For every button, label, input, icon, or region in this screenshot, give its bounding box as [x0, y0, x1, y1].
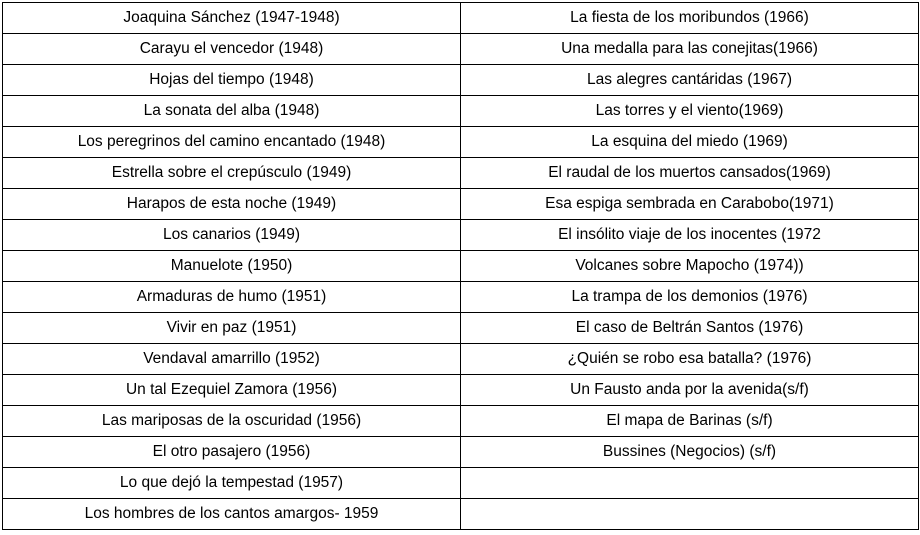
table-cell-left: Los hombres de los cantos amargos- 1959 — [3, 499, 461, 530]
table-cell-left: Manuelote (1950) — [3, 251, 461, 282]
table-row — [3, 127, 919, 158]
table-cell-left: El otro pasajero (1956) — [3, 437, 461, 468]
table-cell-right: El insólito viaje de los inocentes (1972 — [461, 220, 919, 251]
table-cell-left: Lo que dejó la tempestad (1957) — [3, 468, 461, 499]
table-row — [3, 282, 919, 313]
table-cell-left: Armaduras de humo (1951) — [3, 282, 461, 313]
table-cell-left: Las mariposas de la oscuridad (1956) — [3, 406, 461, 437]
table-cell-left: Los peregrinos del camino encantado (1948) — [3, 127, 461, 158]
table-cell-left: La sonata del alba (1948) — [3, 96, 461, 127]
table-cell-left: Un tal Ezequiel Zamora (1956) — [3, 375, 461, 406]
table-cell-left: Los canarios (1949) — [3, 220, 461, 251]
table-row — [3, 406, 919, 437]
table-row — [3, 251, 919, 282]
table-cell-left: Harapos de esta noche (1949) — [3, 189, 461, 220]
table-cell-right: La fiesta de los moribundos (1966) — [461, 3, 919, 34]
works-table-body — [3, 3, 919, 530]
table-cell-right: Las torres y el viento(1969) — [461, 96, 919, 127]
table-row — [3, 3, 919, 34]
table-cell-right — [461, 499, 919, 530]
table-cell-right: La esquina del miedo (1969) — [461, 127, 919, 158]
table-row — [3, 499, 919, 530]
table-row — [3, 220, 919, 251]
table-cell-right: Un Fausto anda por la avenida(s/f) — [461, 375, 919, 406]
table-cell-right — [461, 468, 919, 499]
table-cell-right: Volcanes sobre Mapocho (1974)) — [461, 251, 919, 282]
table-cell-right: ¿Quién se robo esa batalla? (1976) — [461, 344, 919, 375]
table-row — [3, 34, 919, 65]
table-cell-left: Vivir en paz (1951) — [3, 313, 461, 344]
table-row — [3, 189, 919, 220]
table-cell-right: Bussines (Negocios) (s/f) — [461, 437, 919, 468]
table-cell-right: La trampa de los demonios (1976) — [461, 282, 919, 313]
table-cell-right: El mapa de Barinas (s/f) — [461, 406, 919, 437]
table-row — [3, 437, 919, 468]
table-row — [3, 375, 919, 406]
works-table — [2, 2, 919, 530]
table-cell-right: El raudal de los muertos cansados(1969) — [461, 158, 919, 189]
table-row — [3, 96, 919, 127]
table-cell-left: Joaquina Sánchez (1947-1948) — [3, 3, 461, 34]
table-row — [3, 65, 919, 96]
table-cell-right: El caso de Beltrán Santos (1976) — [461, 313, 919, 344]
table-cell-left: Hojas del tiempo (1948) — [3, 65, 461, 96]
table-cell-right: Esa espiga sembrada en Carabobo(1971) — [461, 189, 919, 220]
table-cell-right: Una medalla para las conejitas(1966) — [461, 34, 919, 65]
table-cell-left: Carayu el vencedor (1948) — [3, 34, 461, 65]
table-cell-right: Las alegres cantáridas (1967) — [461, 65, 919, 96]
table-row — [3, 344, 919, 375]
table-row — [3, 158, 919, 189]
table-cell-left: Vendaval amarrillo (1952) — [3, 344, 461, 375]
table-cell-left: Estrella sobre el crepúsculo (1949) — [3, 158, 461, 189]
table-row — [3, 468, 919, 499]
table-row — [3, 313, 919, 344]
